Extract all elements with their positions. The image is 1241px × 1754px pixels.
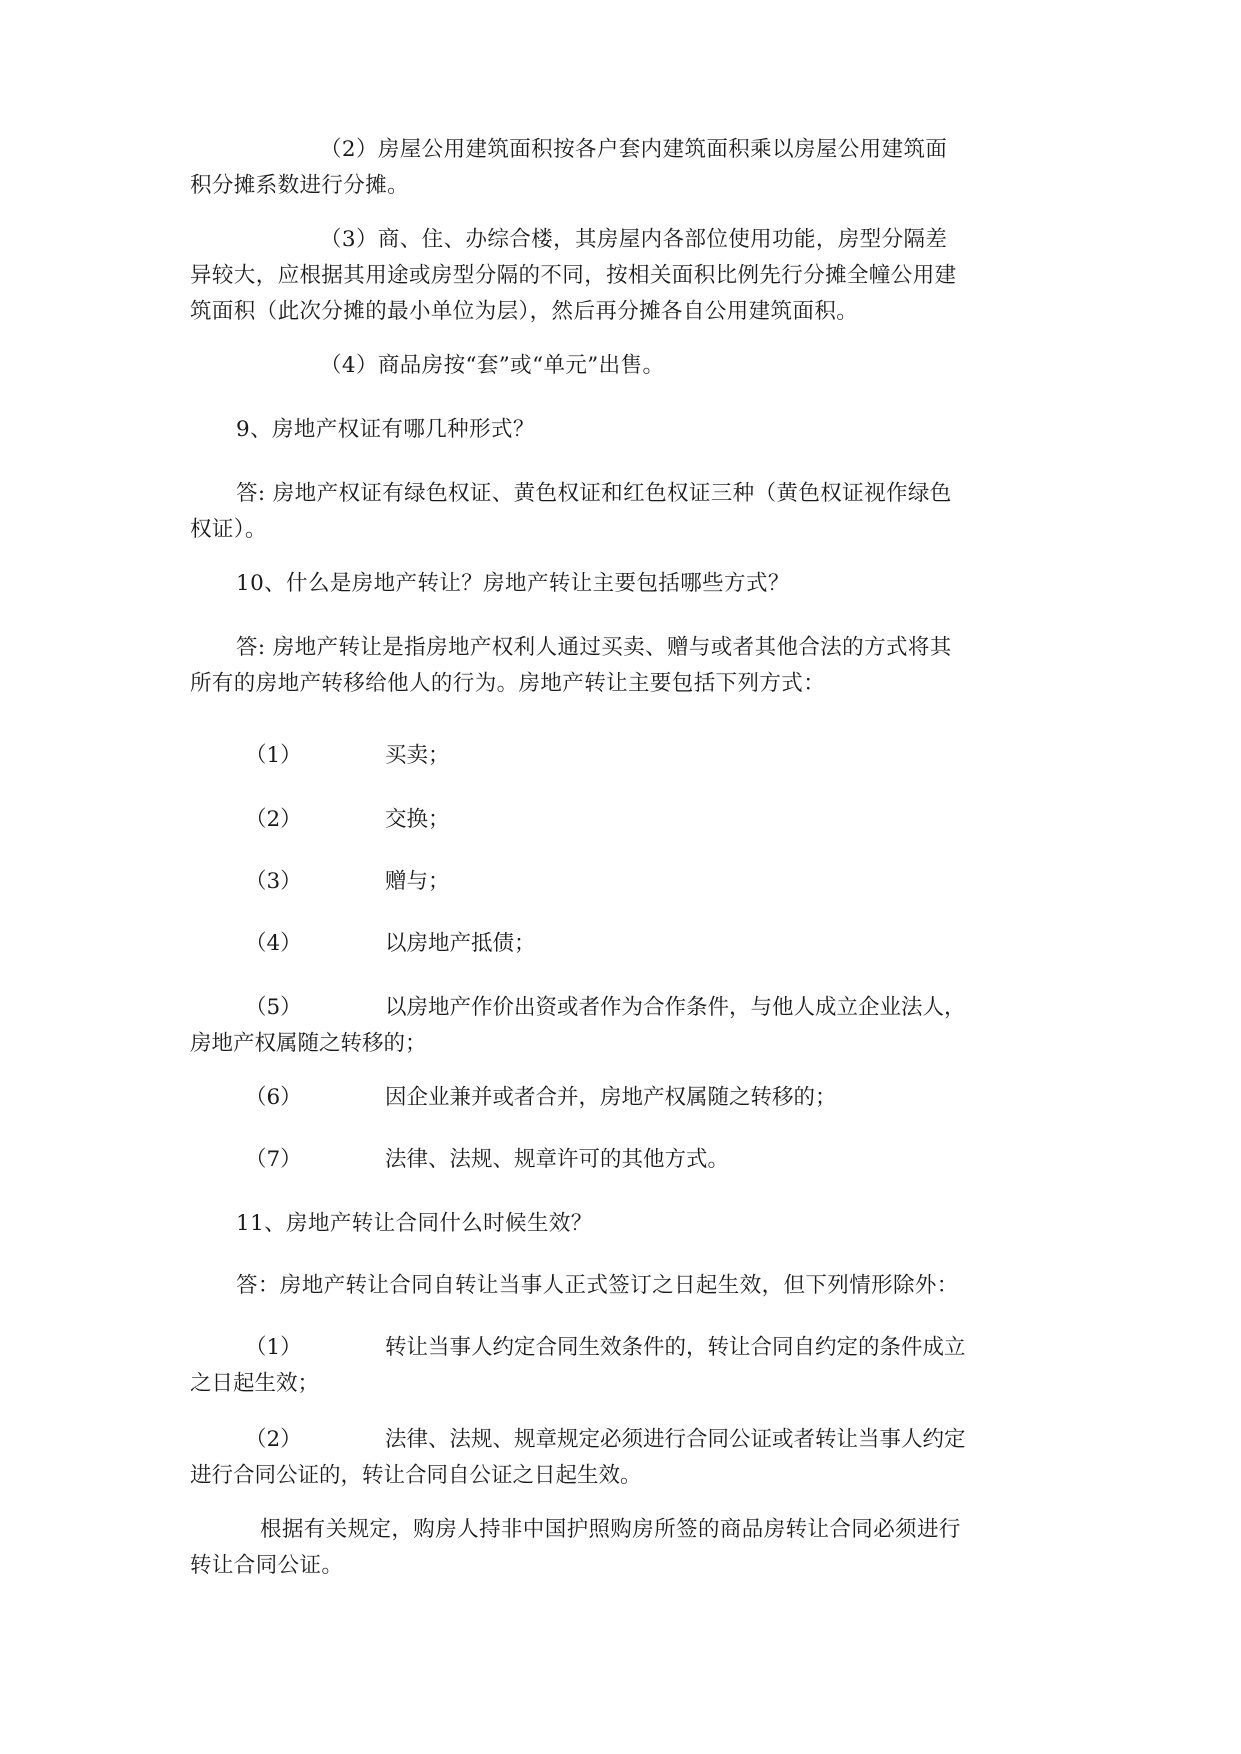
list-item-number: （4） bbox=[245, 931, 302, 956]
list-item-text: 法律、法规、规章许可的其他方式。 bbox=[385, 1147, 730, 1172]
text-line: 所有的房地产转移给他人的行为。房地产转让主要包括下列方式： bbox=[190, 671, 826, 696]
text-line: 答：房地产转让合同自转让当事人正式签订之日起生效，但下列情形除外： bbox=[236, 1273, 959, 1298]
list-item-text: 以房地产抵债； bbox=[385, 931, 536, 956]
text-line: （3）商、住、办综合楼，其房屋内各部位使用功能，房型分隔差 bbox=[320, 227, 948, 252]
question-text: 9、房地产权证有哪几种形式？ bbox=[236, 417, 535, 442]
answer-11 bbox=[190, 1268, 1060, 1304]
question-9 bbox=[190, 412, 1060, 448]
list-item-continuation: 进行合同公证的，转让合同自公证之日起生效。 bbox=[190, 1463, 642, 1488]
list-item-text: 因企业兼并或者合并，房地产权属随之转移的； bbox=[385, 1085, 837, 1110]
list-item-continuation: 之日起生效； bbox=[190, 1371, 320, 1396]
list-item bbox=[190, 990, 1060, 1062]
list-item-text: 转让当事人约定合同生效条件的，转让合同自约定的条件成立 bbox=[385, 1335, 966, 1360]
text-line: （2）房屋公用建筑面积按各户套内建筑面积乘以房屋公用建筑面 bbox=[320, 137, 948, 162]
list-item bbox=[245, 926, 536, 962]
list-item-text: 法律、法规、规章规定必须进行合同公证或者转让当事人约定 bbox=[385, 1427, 966, 1452]
list-item-number: （3） bbox=[245, 869, 302, 894]
list-item bbox=[245, 738, 450, 774]
text-line: 权证）。 bbox=[190, 517, 267, 542]
question-text: 10、什么是房地产转让？房地产转让主要包括哪些方式？ bbox=[236, 571, 790, 596]
text-line: 筑面积（此次分摊的最小单位为层），然后再分摊各自公用建筑面积。 bbox=[190, 299, 859, 324]
paragraph-notary-rule bbox=[190, 1512, 1060, 1584]
paragraph-public-area-2 bbox=[190, 132, 1060, 204]
list-item bbox=[190, 1330, 1060, 1402]
text-line: 答: 房地产权证有绿色权证、黄色权证和红色权证三种（黄色权证视作绿色 bbox=[236, 481, 952, 506]
list-item-text: 交换； bbox=[385, 807, 450, 832]
text-line: 转让合同公证。 bbox=[190, 1553, 344, 1578]
question-text: 11、房地产转让合同什么时候生效？ bbox=[236, 1211, 593, 1236]
list-item bbox=[190, 1422, 1060, 1494]
question-10 bbox=[190, 566, 1060, 602]
answer-9 bbox=[190, 476, 1060, 548]
text-line: 异较大，应根据其用途或房型分隔的不同，按相关面积比例先行分摊全幢公用建 bbox=[190, 263, 957, 288]
list-item-number: （6） bbox=[245, 1085, 302, 1110]
list-item-text: 赠与； bbox=[385, 869, 450, 894]
list-item-number: （2） bbox=[245, 807, 302, 832]
paragraph-public-area-3 bbox=[190, 222, 1060, 330]
list-item bbox=[245, 1080, 837, 1116]
text-line: 积分摊系数进行分摊。 bbox=[190, 173, 410, 198]
text-line: 答: 房地产转让是指房地产权利人通过买卖、赠与或者其他合法的方式将其 bbox=[236, 635, 952, 660]
list-item-continuation: 房地产权属随之转移的； bbox=[190, 1031, 427, 1056]
answer-10 bbox=[190, 630, 1060, 702]
list-item-number: （7） bbox=[245, 1147, 302, 1172]
list-item bbox=[245, 1142, 729, 1178]
list-item-number: （1） bbox=[245, 1335, 302, 1360]
text-line: （4）商品房按“套”或“单元”出售。 bbox=[320, 353, 665, 378]
list-item-text: 买卖； bbox=[385, 743, 450, 768]
list-item-number: （2） bbox=[245, 1427, 302, 1452]
question-11 bbox=[190, 1206, 1060, 1242]
list-item bbox=[245, 864, 450, 900]
list-item-number: （5） bbox=[245, 995, 302, 1020]
text-line: 根据有关规定，购房人持非中国护照购房所签的商品房转让合同必须进行 bbox=[260, 1517, 961, 1542]
list-item bbox=[245, 802, 450, 838]
paragraph-public-area-4 bbox=[190, 348, 1060, 384]
list-item-text: 以房地产作价出资或者作为合作条件，与他人成立企业法人， bbox=[385, 995, 966, 1020]
list-item-number: （1） bbox=[245, 743, 302, 768]
